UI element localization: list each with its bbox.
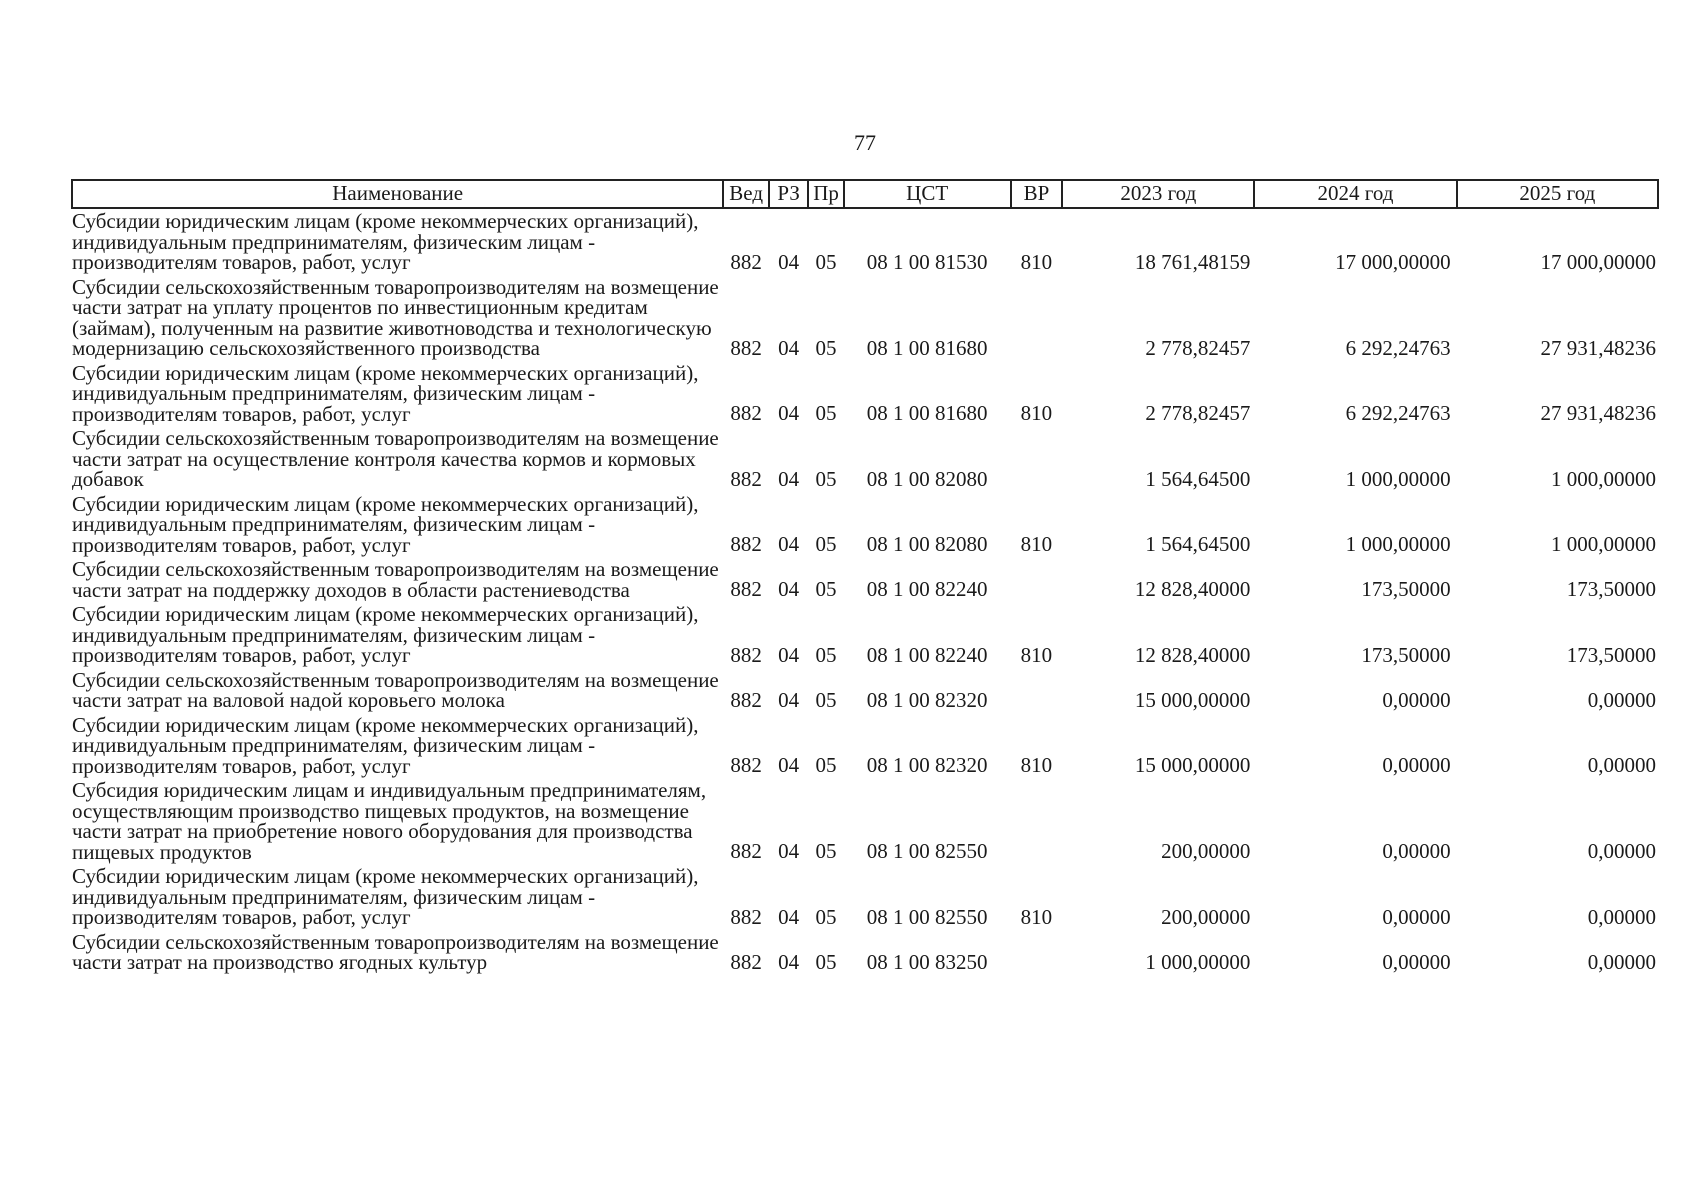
row-2024: 0,00000 xyxy=(1382,949,1451,974)
row-cst: 08 1 00 82080 xyxy=(866,532,988,556)
row-pr: 05 xyxy=(815,949,837,974)
header-pr: Пр xyxy=(808,180,843,208)
row-2023: 2 778,82457 xyxy=(1145,335,1251,360)
row-2025: 0,00000 xyxy=(1587,949,1656,974)
row-2023: 200,00000 xyxy=(1161,904,1251,929)
row-ved: 882 xyxy=(730,577,762,601)
row-vr xyxy=(1011,426,1063,492)
row-pr: 05 xyxy=(815,577,837,601)
row-2024: 1 000,00000 xyxy=(1345,466,1451,491)
row-name: Субсидии юридическим лицам (кроме некоммерческих организаций), индивидуальным предпринимателям, физическим лицам - производителям товаров, работ, услуг xyxy=(72,864,699,929)
row-cst: 08 1 00 82320 xyxy=(866,753,988,777)
row-ved: 882 xyxy=(730,687,762,712)
row-name: Субсидии сельскохозяйственным товаропроизводителям на возмещение части затрат на валовой надой коровьего молока xyxy=(72,667,719,712)
table-row xyxy=(72,778,1658,864)
row-pr: 05 xyxy=(815,687,837,712)
row-vr: 810 xyxy=(1020,401,1053,425)
row-2023: 1 000,00000 xyxy=(1145,949,1251,974)
row-2025: 173,50000 xyxy=(1566,642,1656,667)
row-cst: 08 1 00 82550 xyxy=(866,904,988,929)
row-rz: 04 xyxy=(778,904,800,929)
header-name: Наименование xyxy=(72,180,723,208)
table-row xyxy=(72,426,1658,492)
row-vr: 810 xyxy=(1020,753,1053,777)
row-2023: 15 000,00000 xyxy=(1134,753,1251,777)
row-2023: 2 778,82457 xyxy=(1145,401,1251,425)
row-2024: 6 292,24763 xyxy=(1345,335,1451,360)
row-rz: 04 xyxy=(778,642,800,667)
row-2025: 0,00000 xyxy=(1587,753,1656,777)
row-rz: 04 xyxy=(778,249,800,274)
row-2023: 18 761,48159 xyxy=(1134,249,1251,274)
row-rz: 04 xyxy=(778,335,800,360)
row-vr: 810 xyxy=(1020,904,1053,929)
row-cst: 08 1 00 81680 xyxy=(866,335,988,360)
row-pr: 05 xyxy=(815,401,837,425)
budget-table xyxy=(71,179,1659,975)
header-cst: ЦСТ xyxy=(844,180,1011,208)
row-ved: 882 xyxy=(730,249,762,274)
row-2025: 27 931,48236 xyxy=(1540,335,1656,360)
row-2025: 27 931,48236 xyxy=(1540,401,1656,425)
row-vr xyxy=(1011,275,1063,361)
row-2024: 173,50000 xyxy=(1361,642,1451,667)
row-cst: 08 1 00 81530 xyxy=(866,249,988,274)
table-row xyxy=(72,668,1658,713)
table-row xyxy=(72,557,1658,602)
row-2023: 1 564,64500 xyxy=(1145,532,1251,556)
row-cst: 08 1 00 82550 xyxy=(866,839,988,863)
header-2024: 2024 год xyxy=(1254,180,1456,208)
row-2025: 173,50000 xyxy=(1566,577,1656,601)
row-name: Субсидии сельскохозяйственным товаропроизводителям на возмещение части затрат на осуществление контроля качества кормов и кормовых добавок xyxy=(72,426,719,491)
row-name: Субсидии сельскохозяйственным товаропроизводителям на возмещение части затрат на уплату процентов по инвестиционным кредитам (займам), полученным на развитие животноводства и технологическую модернизацию сельскохозяйственного производства xyxy=(72,274,719,360)
table-row xyxy=(72,713,1658,779)
row-name: Субсидии юридическим лицам (кроме некоммерческих организаций), индивидуальным предпринимателям, физическим лицам - производителям товаров, работ, услуг xyxy=(72,602,699,667)
row-2024: 0,00000 xyxy=(1382,904,1451,929)
table-header xyxy=(72,180,1658,208)
row-ved: 882 xyxy=(730,753,762,777)
row-2025: 1 000,00000 xyxy=(1551,532,1656,556)
row-pr: 05 xyxy=(815,466,837,491)
row-rz: 04 xyxy=(778,839,800,863)
row-rz: 04 xyxy=(778,577,800,601)
row-2025: 0,00000 xyxy=(1587,839,1656,863)
row-ved: 882 xyxy=(730,949,762,974)
row-rz: 04 xyxy=(778,532,800,556)
table-row xyxy=(72,602,1658,668)
row-ved: 882 xyxy=(730,642,762,667)
row-cst: 08 1 00 82320 xyxy=(866,687,988,712)
row-2024: 0,00000 xyxy=(1382,687,1451,712)
row-2023: 12 828,40000 xyxy=(1134,642,1251,667)
row-2023: 200,00000 xyxy=(1161,839,1251,863)
row-vr: 810 xyxy=(1020,532,1053,556)
row-2023: 1 564,64500 xyxy=(1145,466,1251,491)
row-2025: 0,00000 xyxy=(1587,687,1656,712)
row-pr: 05 xyxy=(815,249,837,274)
row-2024: 0,00000 xyxy=(1382,839,1451,863)
row-2024: 6 292,24763 xyxy=(1345,401,1451,425)
row-name: Субсидии юридическим лицам (кроме некоммерческих организаций), индивидуальным предпринимателям, физическим лицам - производителям товаров, работ, услуг xyxy=(72,712,699,778)
row-name: Субсидии сельскохозяйственным товаропроизводителям на возмещение части затрат на производство ягодных культур xyxy=(72,929,719,974)
row-vr xyxy=(1011,668,1063,713)
header-ved: Вед xyxy=(723,180,769,208)
row-ved: 882 xyxy=(730,904,762,929)
table-row xyxy=(72,361,1658,427)
table-row xyxy=(72,864,1658,930)
header-rz: РЗ xyxy=(769,180,808,208)
row-vr xyxy=(1011,778,1063,864)
row-rz: 04 xyxy=(778,401,800,425)
row-pr: 05 xyxy=(815,642,837,667)
row-rz: 04 xyxy=(778,466,800,491)
row-vr: 810 xyxy=(1020,642,1053,667)
row-ved: 882 xyxy=(730,532,762,556)
row-rz: 04 xyxy=(778,687,800,712)
row-pr: 05 xyxy=(815,753,837,777)
row-2024: 1 000,00000 xyxy=(1345,532,1451,556)
row-pr: 05 xyxy=(815,532,837,556)
row-name: Субсидии юридическим лицам (кроме некоммерческих организаций), индивидуальным предпринимателям, физическим лицам - производителям товаров, работ, услуг xyxy=(72,209,699,274)
row-name: Субсидии сельскохозяйственным товаропроизводителям на возмещение части затрат на поддержку доходов в области растениеводства xyxy=(72,557,719,602)
row-pr: 05 xyxy=(815,335,837,360)
row-2024: 17 000,00000 xyxy=(1335,249,1451,274)
row-ved: 882 xyxy=(730,401,762,425)
header-row xyxy=(72,180,1658,208)
row-cst: 08 1 00 81680 xyxy=(866,401,988,425)
row-name: Субсидии юридическим лицам (кроме некоммерческих организаций), индивидуальным предпринимателям, физическим лицам - производителям товаров, работ, услуг xyxy=(72,360,699,426)
page-number: 77 xyxy=(854,130,876,155)
row-2024: 0,00000 xyxy=(1382,753,1451,777)
table-body xyxy=(72,208,1658,975)
row-ved: 882 xyxy=(730,335,762,360)
table-row xyxy=(72,930,1658,975)
row-2025: 0,00000 xyxy=(1587,904,1656,929)
row-ved: 882 xyxy=(730,839,762,863)
row-vr xyxy=(1011,557,1063,602)
table-row xyxy=(72,492,1658,558)
row-cst: 08 1 00 82080 xyxy=(866,466,988,491)
header-2025: 2025 год xyxy=(1457,180,1658,208)
row-cst: 08 1 00 83250 xyxy=(866,949,988,974)
row-2024: 173,50000 xyxy=(1361,577,1451,601)
table-row xyxy=(72,208,1658,275)
row-pr: 05 xyxy=(815,904,837,929)
row-rz: 04 xyxy=(778,753,800,777)
row-2023: 15 000,00000 xyxy=(1134,687,1251,712)
row-rz: 04 xyxy=(778,949,800,974)
row-vr xyxy=(1011,930,1063,975)
row-2025: 17 000,00000 xyxy=(1540,249,1656,274)
row-2025: 1 000,00000 xyxy=(1551,466,1656,491)
row-cst: 08 1 00 82240 xyxy=(866,577,988,601)
row-2023: 12 828,40000 xyxy=(1134,577,1251,601)
row-cst: 08 1 00 82240 xyxy=(866,642,988,667)
row-pr: 05 xyxy=(815,839,837,863)
header-vr: ВР xyxy=(1011,180,1063,208)
row-name: Субсидия юридическим лицам и индивидуальным предпринимателям, осуществляющим производство пищевых продуктов, на возмещение части затрат на приобретение нового оборудования для производства пищевых продуктов xyxy=(72,778,707,864)
header-2023: 2023 год xyxy=(1062,180,1254,208)
row-ved: 882 xyxy=(730,466,762,491)
row-name: Субсидии юридическим лицам (кроме некоммерческих организаций), индивидуальным предпринимателям, физическим лицам - производителям товаров, работ, услуг xyxy=(72,491,699,557)
table-row xyxy=(72,275,1658,361)
row-vr: 810 xyxy=(1020,249,1053,274)
